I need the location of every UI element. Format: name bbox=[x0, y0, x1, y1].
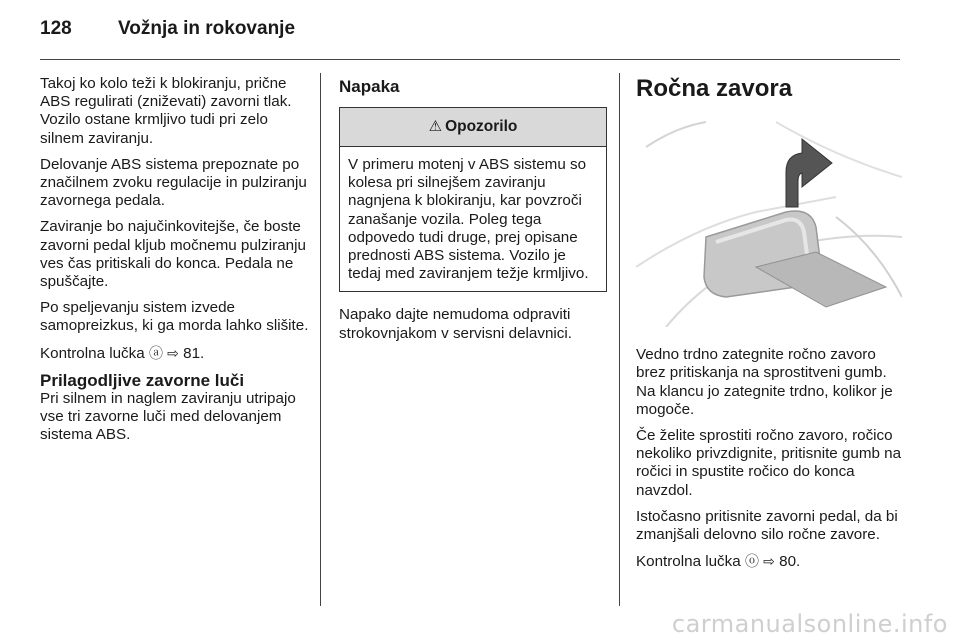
header-rule bbox=[40, 59, 900, 60]
page-ref-arrow-icon: ⇨ bbox=[763, 553, 775, 570]
page-ref-link[interactable]: 81. bbox=[183, 344, 205, 362]
warning-box bbox=[339, 107, 607, 292]
column-handbrake bbox=[636, 75, 902, 579]
warning-text: V primeru motenj v ABS sistemu so kolesa pri silnejšem zaviranju nagnjena k blokiranju, kar povzroči zanašanje vozila. Poleg tega odpovedo tudi druge, prej opisane prednosti ABS sistema. Vozilo je tedaj med zaviranjem težje krmljivo. bbox=[348, 156, 589, 283]
paragraph-handbrake-apply: Vedno trdno zategnite ročno zavoro brez pritiskanja na sprostitveni gumb. Na klancu jo zategnite trdno, kolikor je mogoče. bbox=[636, 346, 893, 418]
column-fault bbox=[339, 75, 607, 351]
paragraph-handbrake-pedal: Istočasno pritisnite zavorni pedal, da bi zmanjšali delovno silo ročne zavore. bbox=[636, 507, 898, 544]
page-ref-link[interactable]: 80. bbox=[779, 553, 801, 571]
page-header bbox=[40, 18, 295, 48]
column-divider-2 bbox=[619, 73, 620, 606]
paragraph-handbrake-indicator bbox=[636, 552, 902, 571]
column-divider-1 bbox=[320, 73, 321, 606]
page-ref-arrow-icon: ⇨ bbox=[167, 344, 179, 361]
watermark: carmanualsonline.info bbox=[671, 610, 948, 638]
paragraph-adaptive-brake-lights: Pri silnem in naglem zaviranju utripajo vse tri zavorne luči med delovanjem sistema ABS. bbox=[40, 389, 296, 444]
page-title: Vožnja in rokovanje bbox=[118, 18, 296, 39]
warning-triangle-icon: ⚠ bbox=[428, 117, 443, 135]
warning-header bbox=[340, 108, 606, 147]
paragraph-fault-service: Napako dajte nemudoma odpraviti strokovnjakom v servisni delavnici. bbox=[339, 306, 572, 342]
paragraph-abs-selftest: Po speljevanju sistem izvede samopreizkus, ki ga morda lahko slišite. bbox=[40, 299, 309, 335]
column-abs bbox=[40, 75, 310, 452]
paragraph-abs-indicator bbox=[40, 344, 310, 363]
section-heading-adaptive-brake-lights: Prilagodljive zavorne luči bbox=[40, 370, 245, 390]
indicator-label: Kontrolna lučka bbox=[40, 344, 145, 362]
section-heading-fault: Napaka bbox=[339, 77, 400, 96]
brake-indicator-icon: ⓞ bbox=[744, 553, 759, 570]
abs-indicator-icon: ⓐ bbox=[148, 344, 163, 361]
section-heading-handbrake: Ročna zavora bbox=[636, 75, 793, 102]
paragraph-abs-regulation: Takoj ko kolo teži k blokiranju, prične ABS regulirati (zniževati) zavorni tlak. Vozilo ostane krmljivo tudi pri zelo silnem zaviranju. bbox=[40, 75, 292, 147]
paragraph-abs-sound: Delovanje ABS sistema prepoznate po značilnem zvoku regulacije in pulziranju zavornega pedala. bbox=[40, 155, 307, 210]
warning-title: Opozorilo bbox=[445, 117, 518, 135]
handbrake-lever-illustration bbox=[636, 117, 902, 327]
indicator-label: Kontrolna lučka bbox=[636, 553, 741, 571]
paragraph-abs-braking: Zaviranje bo najučinkovitejše, če boste zavorni pedal kljub močnemu pulziranju ves čas pritiskali do konca. Pedala ne spuščajte. bbox=[40, 218, 306, 291]
paragraph-handbrake-release: Če želite sprostiti ročno zavoro, ročico nekoliko privzdignite, pritisnite gumb na ročici in spustite ročico do konca navzdol. bbox=[636, 427, 902, 499]
page-number: 128 bbox=[40, 18, 72, 39]
